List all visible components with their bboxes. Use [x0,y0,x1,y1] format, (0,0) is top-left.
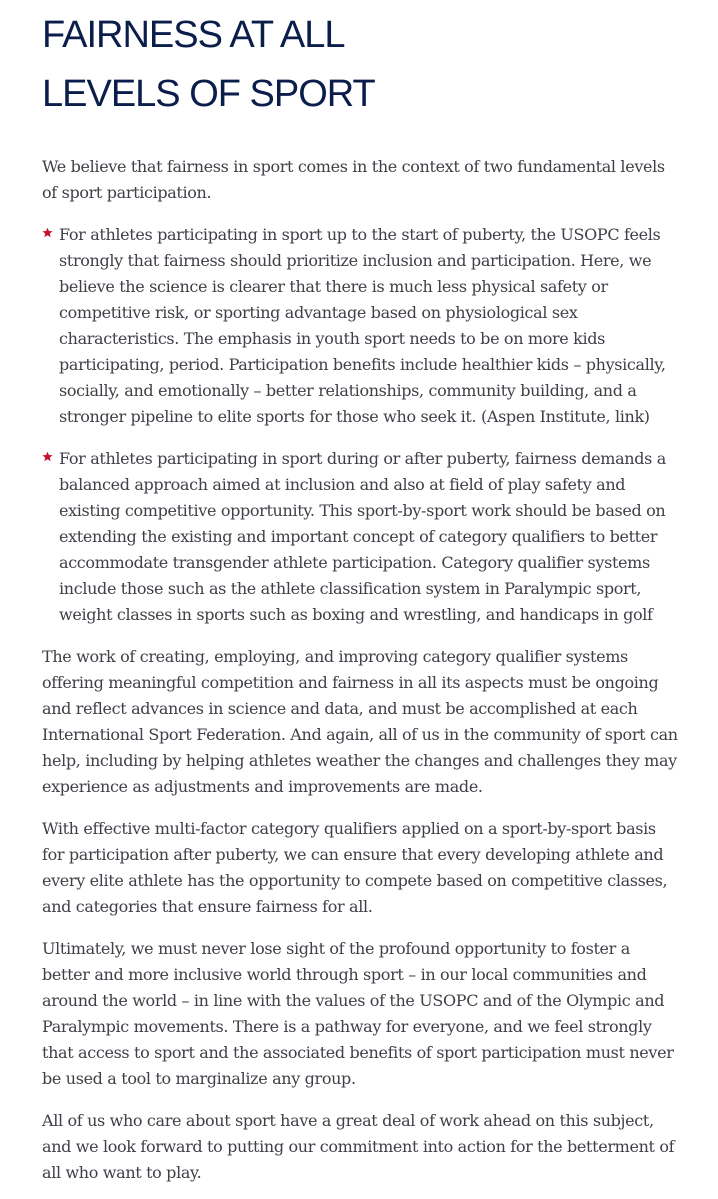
body-paragraph: Ultimately, we must never lose sight of the profound opportunity to foster a better and more inclusive world through sport – in our local communities and around the world – in line with the values of the USOPC and of the Olympic and Paralympic movements. There is a pathway for everyone, and we feel strongly that access to sport and the associated benefits of sport participation must never be used a tool to marginalize any group. [42,939,674,1088]
page-title-line-2: LEVELS OF SPORT [42,73,375,115]
star-icon [42,227,53,238]
page-title-line-1: FAIRNESS AT ALL [42,14,345,56]
article [42,0,682,1186]
intro-paragraph: We believe that fairness in sport comes in the context of two fundamental levels of sport participation. [42,157,665,202]
star-icon [42,451,53,462]
list-item-text: For athletes participating in sport up to the start of puberty, the USOPC feels strongly that fairness should prioritize inclusion and participation. Here, we believe the science is clearer that there is much less physical safety or competitive risk, or sporting advantage based on physiological sex characteristics. The emphasis in youth sport needs to be on more kids participating, period. Participation benefits include healthier kids – physically, socially, and emotionally – better relationships, community building, and a stronger pipeline to elite sports for those who seek it. (Aspen Institute, link) [59,225,666,426]
body-paragraph: With effective multi-factor category qualifiers applied on a sport-by-sport basis for participation after puberty, we can ensure that every developing athlete and every elite athlete has the opportunity to compete based on competitive classes, and categories that ensure fairness for all. [42,819,668,916]
levels-list [42,222,682,628]
body-paragraph: All of us who care about sport have a great deal of work ahead on this subject, and we look forward to putting our commitment into action for the betterment of all who want to play. [42,1111,675,1182]
list-item [42,446,682,628]
list-item-text: For athletes participating in sport during or after puberty, fairness demands a balanced approach aimed at inclusion and also at field of play safety and existing competitive opportunity. This sport-by-sport work should be based on extending the existing and important concept of category qualifiers to better accommodate transgender athlete participation. Category qualifier systems include those such as the athlete classification system in Paralympic sport, weight classes in sports such as boxing and wrestling, and handicaps in golf [59,449,666,624]
body-paragraph: The work of creating, employing, and improving category qualifier systems offering meaningful competition and fairness in all its aspects must be ongoing and reflect advances in science and data, and must be accomplished at each International Sport Federation. And again, all of us in the community of sport can help, including by helping athletes weather the changes and challenges they may experience as adjustments and improvements are made. [42,647,678,796]
list-item [42,222,682,430]
page-title [42,0,682,124]
